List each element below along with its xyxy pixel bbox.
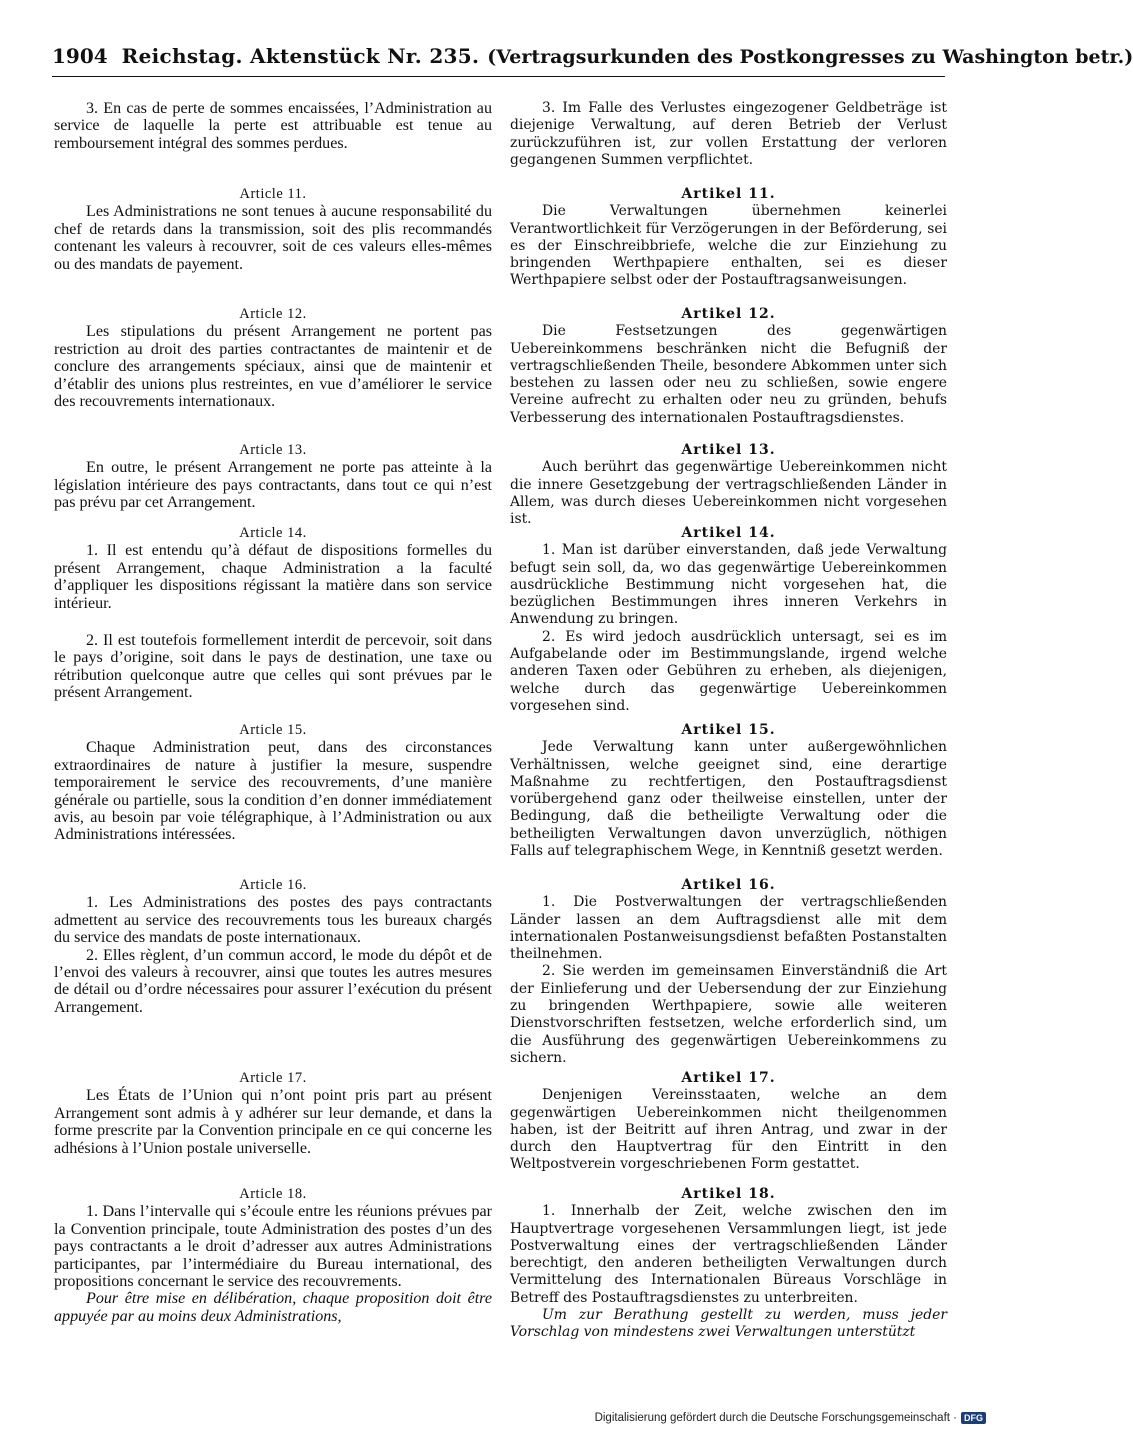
fr-article-heading: Article 12.: [239, 306, 307, 322]
fr-paragraph-italic: Pour être mise en délibération, chaque proposition doit être appuyée par au moins deux Administrations,: [54, 1290, 492, 1325]
de-article-17: [510, 1070, 947, 1174]
de-paragraph: 2. Sie werden im gemeinsamen Einverständniß die Art der Einlieferung und der Uebersendung der zur Einziehung zu bringenden Werthpapiere, sowie alle weiteren Dienstvorschriften festsetzen, welche erforderlich sind, um die Ausführung des gegenwärtigen Uebereinkommens zu sichern.: [510, 963, 947, 1066]
de-article-12: [510, 306, 947, 427]
fr-article-12: [54, 306, 492, 410]
document-subtitle: (Vertragsurkunden des Postkongresses zu Washington betr.): [487, 46, 1133, 68]
de-article-11: [510, 186, 947, 290]
fr-paragraph: 2. Il est toutefois formellement interdit de percevoir, soit dans le pays d’origine, soit dans le pays de destination, une taxe ou rétribution quelconque autre que celles qui sont prévues par le présent Arrangement.: [54, 632, 492, 702]
de-paragraph: Auch berührt das gegenwärtige Uebereinkommen nicht die innere Gesetzgebung der vertragschließenden Länder in Allem, was durch dieses Uebereinkommen nicht vorgesehen ist.: [510, 459, 947, 528]
fr-paragraph: 2. Elles règlent, d’un commun accord, le mode du dépôt et de l’envoi des valeurs à recouvrer, ainsi que toutes les autres mesures de détail ou d’ordre nécessaires pour assurer l’exécution du présent Arrangement.: [54, 946, 492, 1016]
de-paragraph: 1. Innerhalb der Zeit, welche zwischen den im Hauptvertrage vorgesehenen Versammlungen liegt, ist jede Postverwaltung eines der vertragschließenden Länder berechtigt, den anderen betheiligten Verwaltungen durch Vermittelung des Internationalen Büreaus Vorschläge in Betreff des Postauftragsdienstes zu unterbreiten.: [510, 1203, 947, 1306]
fr-paragraph: Les États de l’Union qui n’ont point pris part au présent Arrangement sont admis à y adhérer sur leur demande, et dans la forme prescrite par la Convention principale en ce qui concerne les adhésions à l’Union postale universelle.: [54, 1087, 492, 1157]
de-article-heading: Artikel 18.: [681, 1186, 776, 1202]
fr-article-13: [54, 442, 492, 512]
fr-article-15: [54, 722, 492, 844]
de-paragraph: 3. Im Falle des Verlustes eingezogener Geldbeträge ist diejenige Verwaltung, auf deren Betrieb der Verlust zurückzuführen ist, zur vollen Erstattung der verloren gegangenen Summen verpflichtet.: [510, 100, 947, 168]
fr-article-heading: Article 11.: [239, 186, 307, 202]
fr-article-heading: Article 15.: [239, 722, 307, 738]
de-paragraph: Denjenigen Vereinsstaaten, welche an dem gegenwärtigen Uebereinkommen nicht theilgenommen haben, ist der Beitritt auf ihren Antrag, und zwar in der durch den Hauptvertrag für den Eintritt in den Weltpostverein vorgeschriebenen Form gestattet.: [510, 1087, 947, 1173]
fr-article-11: [54, 186, 492, 273]
de-intro: [510, 100, 947, 169]
de-article-heading: Artikel 16.: [681, 877, 776, 893]
de-article-heading: Artikel 17.: [681, 1070, 776, 1086]
fr-article-18: [54, 1186, 492, 1325]
de-paragraph: 1. Man ist darüber einverstanden, daß jede Verwaltung befugt sein soll, da, wo das gegenwärtige Uebereinkommen ausdrückliche Bestimmung nicht vorgesehen hat, die bezüglichen Bestimmungen ihres inneren Verkehrs in Anwendung zu bringen.: [510, 542, 947, 628]
de-article-heading: Artikel 12.: [681, 306, 776, 322]
de-article-heading: Artikel 14.: [681, 525, 776, 541]
de-article-15: [510, 722, 947, 860]
page-header: [52, 44, 1133, 68]
de-article-heading: Artikel 11.: [681, 186, 776, 202]
de-article-16: [510, 877, 947, 1067]
header-rule: [52, 76, 945, 77]
fr-paragraph: Les stipulations du présent Arrangement ne portent pas restriction au droit des parties contractantes de maintenir et de conclure des arrangements spéciaux, ainsi que de maintenir et d’établir des unions plus restreintes, en vue d’améliorer le service des recouvrements internationaux.: [54, 323, 492, 411]
dfg-logo-icon: DFG: [961, 1412, 986, 1424]
de-paragraph: 2. Es wird jedoch ausdrücklich untersagt, sei es im Aufgabelande oder im Bestimmungslande, irgend welche anderen Taxen oder Gebühren zu erheben, als diejenigen, welche durch das gegenwärtige Uebereinkommen vorgesehen sind.: [510, 628, 947, 714]
fr-paragraph: 1. Dans l’intervalle qui s’écoule entre les réunions prévues par la Convention principale, toute Administration des postes d’un des pays contractants a le droit d’adresser aux autres Administrations participantes, par l’intermédiaire du Bureau international, des propositions concernant le service des recouvrements.: [54, 1203, 492, 1291]
de-paragraph: Die Festsetzungen des gegenwärtigen Uebereinkommens beschränken nicht die Befugniß der vertragschließenden Theile, besondere Abkommen unter sich bestehen zu lassen oder neu zu schließen, sowie engere Vereine aufrecht zu erhalten oder neu zu gründen, behufs Verbesserung des internationalen Postauftragsdienstes.: [510, 323, 947, 426]
de-article-heading: Artikel 15.: [681, 722, 776, 738]
fr-paragraph: 1. Il est entendu qu’à défaut de dispositions formelles du présent Arrangement, chaque Administration a la faculté d’appliquer les dispositions régissant la matière dans son service intérieur.: [54, 542, 492, 612]
de-article-14: [510, 525, 947, 715]
digitization-footer: [595, 1412, 986, 1424]
fr-article-17: [54, 1070, 492, 1157]
de-paragraph-italic: Um zur Berathung gestellt zu werden, muss jeder Vorschlag von mindestens zwei Verwaltungen unterstützt: [510, 1307, 947, 1341]
fr-paragraph: Chaque Administration peut, dans des circonstances extraordinaires de nature à justifier la mesure, suspendre temporairement le service des recouvrements, d’une manière générale ou partielle, sous la condition d’en donner immédiatement avis, au besoin par voie télégraphique, à l’Administration ou aux Administrations intéressées.: [54, 739, 492, 844]
fr-article-heading: Article 17.: [239, 1070, 307, 1086]
fr-paragraph: 3. En cas de perte de sommes encaissées, l’Administration au service de laquelle la perte est attribuable est tenue au remboursement intégral des sommes perdues.: [54, 100, 492, 152]
fr-paragraph: Les Administrations ne sont tenues à aucune responsabilité du chef de retards dans la transmission, soit des plis recommandés contenant les valeurs à recouvrer, soit de ces valeurs elles-mêmes ou des mandats de payement.: [54, 203, 492, 273]
fr-article-heading: Article 16.: [239, 877, 307, 893]
de-paragraph: Die Verwaltungen übernehmen keinerlei Verantwortlichkeit für Verzögerungen in der Beförderung, sei es der Einschreibbriefe, welche die zur Einziehung zu bringenden Werthpapiere enthalten, sei es dieser Werthpapiere selbst oder der Postauftragsanweisungen.: [510, 203, 947, 289]
de-paragraph: Jede Verwaltung kann unter außergewöhnlichen Verhältnissen, welche geeignet sind, eine derartige Maßnahme zu rechtfertigen, den Postauftragsdienst vorübergehend ganz oder theilweise einstellen, unter der Bedingung, daß die betheiligte Verwaltung oder die betheiligten Verwaltungen davon unverzüglich, nöthigen Falls auf telegraphischem Wege, in Kenntniß gesetzt werden.: [510, 739, 947, 860]
fr-article-heading: Article 14.: [239, 525, 307, 541]
de-article-18: [510, 1186, 947, 1342]
document-title: Reichstag. Aktenstück Nr. 235.: [121, 44, 480, 68]
fr-article-heading: Article 18.: [239, 1186, 307, 1202]
fr-article-14-cont: [54, 632, 492, 702]
fr-article-14: [54, 525, 492, 612]
footer-text: Digitalisierung gefördert durch die Deutsche Forschungsgemeinschaft ·: [594, 1412, 957, 1424]
de-article-13: [510, 442, 947, 528]
fr-article-heading: Article 13.: [239, 442, 307, 458]
fr-paragraph: En outre, le présent Arrangement ne porte pas atteinte à la législation intérieure des pays contractants, dans tout ce qui n’est pas prévu par cet Arrangement.: [54, 459, 492, 512]
fr-article-16: [54, 877, 492, 1016]
fr-paragraph: 1. Les Administrations des postes des pays contractants admettent au service des recouvrements tous les bureaux chargés du service des mandats de poste internationaux.: [54, 894, 492, 947]
page-number: 1904: [52, 44, 108, 68]
de-paragraph: 1. Die Postverwaltungen der vertragschließenden Länder lassen an dem Auftragsdienst alle mit dem internationalen Postanweisungsdienst befaßten Postanstalten theilnehmen.: [510, 894, 947, 963]
fr-intro: [54, 100, 492, 152]
de-article-heading: Artikel 13.: [681, 442, 776, 458]
